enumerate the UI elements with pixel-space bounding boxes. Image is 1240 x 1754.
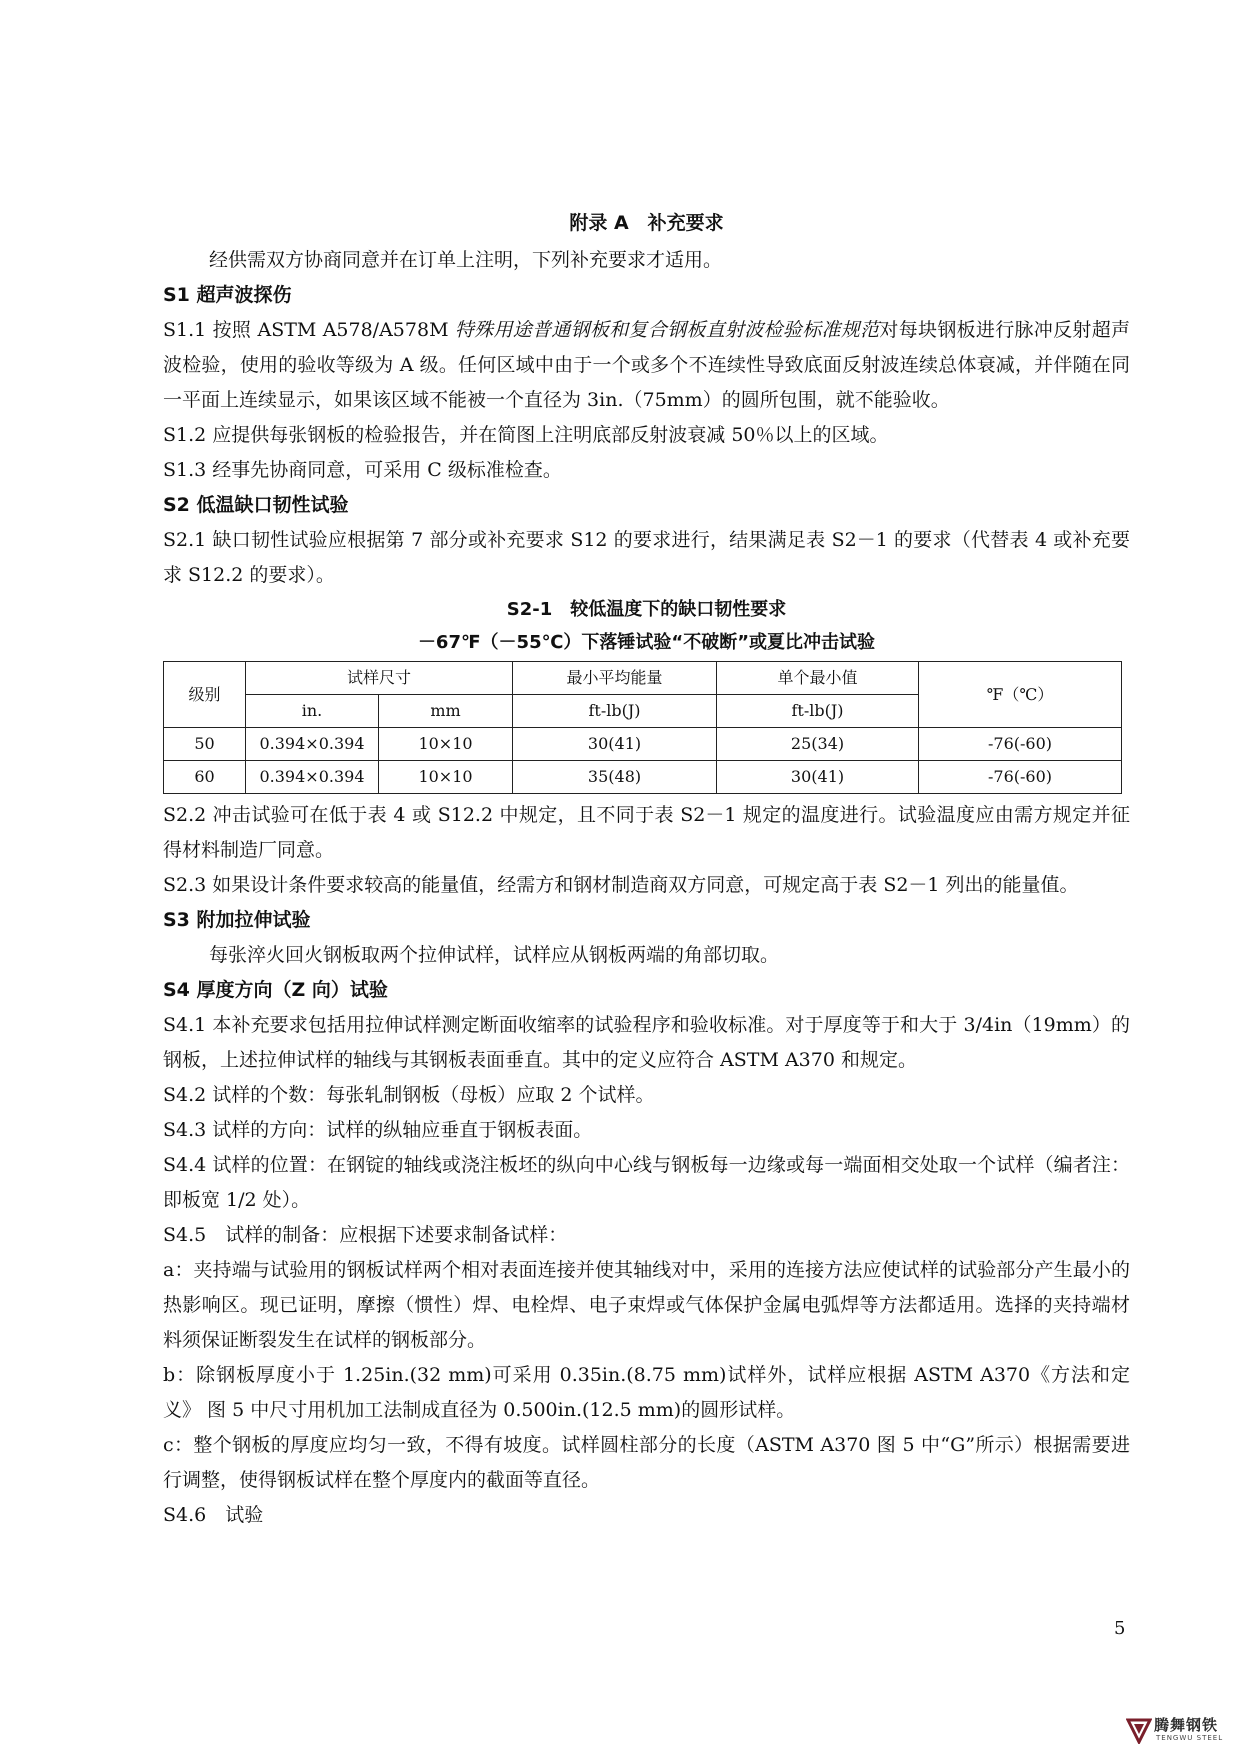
header-min-unit: ft-lb(J) (717, 695, 919, 728)
s2-1-paragraph: S2.1 缺口韧性试验应根据第 7 部分或补充要求 S12 的要求进行，结果满足表 S2－1 的要求（代替表 4 或补充要求 S12.2 的要求）。 (163, 529, 1130, 586)
section-s3-heading: S3 附加拉伸试验 (163, 909, 311, 931)
table-row (164, 761, 1122, 794)
s1-1-standard-title: 特殊用途普通钢板和复合钢板直射波检验标准规范 (454, 319, 880, 341)
cell-temperature: -76(-60) (919, 761, 1122, 794)
notch-toughness-table (163, 661, 1122, 794)
s2-2-paragraph: S2.2 冲击试验可在低于表 4 或 S12.2 中规定，且不同于表 S2－1 规定的温度进行。试验温度应由需方规定并征得材料制造厂同意。 (163, 804, 1130, 861)
cell-grade: 60 (164, 761, 246, 794)
cell-avg-energy: 35(48) (513, 761, 717, 794)
header-min-average-energy: 最小平均能量 (513, 662, 717, 695)
cell-temperature: -76(-60) (919, 728, 1122, 761)
header-mm: mm (379, 695, 513, 728)
header-grade: 级别 (164, 662, 246, 728)
page-content (163, 206, 1130, 1533)
table-row (164, 728, 1122, 761)
table-title: S2-1 较低温度下的缺口韧性要求 (506, 599, 787, 620)
section-s2-heading: S2 低温缺口韧性试验 (163, 494, 349, 516)
logo-subtitle: TENGWU STEEL (1156, 1734, 1224, 1742)
s3-paragraph: 每张淬火回火钢板取两个拉伸试样，试样应从钢板两端的角部切取。 (209, 944, 780, 966)
s4-3-paragraph: S4.3 试样的方向：试样的纵轴应垂直于钢板表面。 (163, 1119, 593, 1141)
cell-size-in: 0.394×0.394 (246, 728, 379, 761)
header-inches: in. (246, 695, 379, 728)
cell-min-energy: 25(34) (717, 728, 919, 761)
s4-4-paragraph: S4.4 试样的位置：在钢锭的轴线或浇注板坯的纵向中心线与钢板每一边缘或每一端面相交处取一个试样（编者注：即板宽 1/2 处）。 (163, 1154, 1130, 1211)
s1-1-paragraph (163, 313, 1130, 418)
section-s1-heading: S1 超声波探伤 (163, 284, 292, 306)
appendix-title: 附录 A 补充要求 (569, 212, 724, 234)
header-temperature: ℉（℃） (919, 662, 1122, 728)
s1-1-text-pre: S1.1 按照 ASTM A578/A578M (163, 319, 455, 341)
section-s4-heading: S4 厚度方向（Z 向）试验 (163, 979, 388, 1001)
cell-avg-energy: 30(41) (513, 728, 717, 761)
tengwu-logo-icon (1126, 1714, 1152, 1744)
intro-paragraph: 经供需双方协商同意并在订单上注明，下列补充要求才适用。 (209, 249, 723, 271)
logo (1126, 1712, 1236, 1748)
header-single-min-value: 单个最小值 (717, 662, 919, 695)
cell-grade: 50 (164, 728, 246, 761)
s1-1-text-post: 对每块钢板进行脉冲反射超声波检验，使用的验收等级为 A 级。任何区域中由于一个或多个不连续性导致底面反射波连续总体衰减，并伴随在同一平面上连续显示，如果该区域不能被一个直径为 3in.（75mm）的圆所包围，就不能验收。 (163, 319, 1130, 411)
header-avg-unit: ft-lb(J) (513, 695, 717, 728)
header-specimen-size: 试样尺寸 (246, 662, 513, 695)
s4-5-paragraph: S4.5 试样的制备：应根据下述要求制备试样： (163, 1224, 568, 1246)
s4-6-paragraph: S4.6 试验 (163, 1504, 264, 1526)
s4-5-item-c: c：整个钢板的厚度应均匀一致，不得有坡度。试样圆柱部分的长度（ASTM A370 图 5 中“G”所示）根据需要进行调整，使得钢板试样在整个厚度内的截面等直径。 (163, 1434, 1130, 1491)
logo-name: 腾舞钢铁 (1154, 1716, 1219, 1734)
s1-3-paragraph: S1.3 经事先协商同意，可采用 C 级标准检查。 (163, 459, 562, 481)
cell-size-in: 0.394×0.394 (246, 761, 379, 794)
cell-min-energy: 30(41) (717, 761, 919, 794)
cell-size-mm: 10×10 (379, 728, 513, 761)
s4-2-paragraph: S4.2 试样的个数：每张轧制钢板（母板）应取 2 个试样。 (163, 1084, 655, 1106)
s4-5-item-b: b：除钢板厚度小于 1.25in.(32 mm)可采用 0.35in.(8.75 mm)试样外，试样应根据 ASTM A370《方法和定义》 图 5 中尺寸用机加工法制成直径为 0.500in.(12.5 mm)的圆形试样。 (163, 1364, 1130, 1421)
page-number: 5 (1114, 1618, 1126, 1639)
s1-2-paragraph: S1.2 应提供每张钢板的检验报告，并在简图上注明底部反射波衰减 50％以上的区域。 (163, 424, 889, 446)
cell-size-mm: 10×10 (379, 761, 513, 794)
s2-3-paragraph: S2.3 如果设计条件要求较高的能量值，经需方和钢材制造商双方同意，可规定高于表 S2－1 列出的能量值。 (163, 874, 1079, 896)
table-subtitle: －67℉（－55℃）下落锤试验“不破断”或夏比冲击试验 (417, 632, 876, 653)
s4-5-item-a: a：夹持端与试验用的钢板试样两个相对表面连接并使其轴线对中，采用的连接方法应使试样的试验部分产生最小的热影响区。现已证明，摩擦（惯性）焊、电栓焊、电子束焊或气体保护金属电弧焊等方法都适用。选择的夹持端材料须保证断裂发生在试样的钢板部分。 (163, 1259, 1130, 1351)
s4-1-paragraph: S4.1 本补充要求包括用拉伸试样测定断面收缩率的试验程序和验收标准。对于厚度等于和大于 3/4in（19mm）的钢板，上述拉伸试样的轴线与其钢板表面垂直。其中的定义应符合 ASTM A370 和规定。 (163, 1014, 1130, 1071)
table-header-row (164, 662, 1122, 695)
